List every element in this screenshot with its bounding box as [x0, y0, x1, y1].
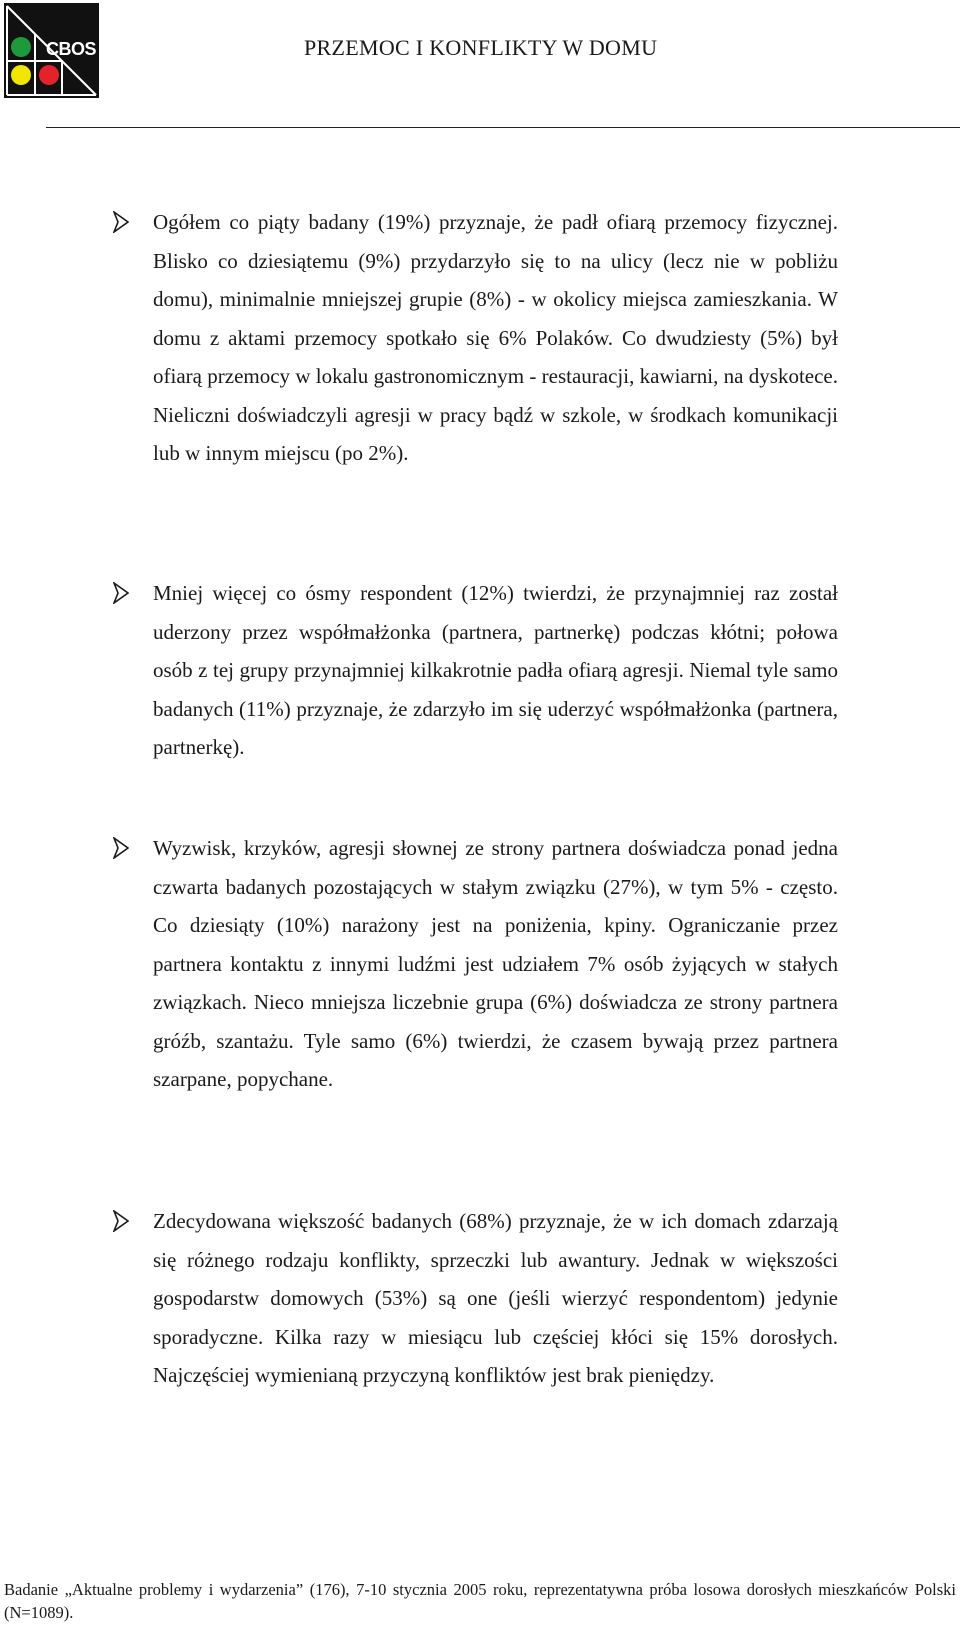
logo-text: CBOS — [46, 39, 97, 59]
arrow-bullet-icon — [113, 211, 129, 233]
bullet-text: Ogółem co piąty badany (19%) przyznaje, że padł ofiarą przemocy fizycznej. Blisko co dziesiątemu (9%) przydarzyło się to na ulicy (lecz nie w pobliżu domu), minimalnie mniejszej grupie (8%) - w okolicy miejsca zamieszkania. W domu z aktami przemocy spotkało się 6% Polaków. Co dwudziesty (5%) był ofiarą przemocy w lokalu gastronomicznym - restauracji, kawiarni, na dyskotece. Nieliczni doświadczyli agresji w pracy bądź w szkole, w środkach komunikacji lub w innym miejscu (po 2%). — [153, 210, 838, 465]
summary-bullet — [113, 829, 838, 1099]
summary-bullet — [113, 574, 838, 767]
page-title: PRZEMOC I KONFLIKTY W DOMU — [304, 35, 658, 60]
arrow-bullet-icon — [113, 582, 129, 604]
cbos-logo — [4, 3, 99, 98]
arrow-bullet-icon — [113, 837, 129, 859]
summary-bullet — [113, 203, 838, 473]
header-divider — [46, 127, 960, 128]
arrow-bullet-icon — [113, 1210, 129, 1232]
summary-bullet — [113, 1202, 838, 1395]
bullet-text: Zdecydowana większość badanych (68%) przyznaje, że w ich domach zdarzają się różnego rodzaju konflikty, sprzeczki lub awantury. Jednak w większości gospodarstw domowych (53%) są one (jeśli wierzyć respondentom) jedynie sporadyczne. Kilka razy w miesiącu lub częściej kłóci się 15% dorosłych. Najczęściej wymienianą przyczyną konfliktów jest brak pieniędzy. — [153, 1209, 838, 1387]
bullet-text: Mniej więcej co ósmy respondent (12%) twierdzi, że przynajmniej raz został uderzony przez współmałżonka (partnera, partnerkę) podczas kłótni; połowa osób z tej grupy przynajmniej kilkakrotnie padła ofiarą agresji. Niemal tyle samo badanych (11%) przyznaje, że zdarzyło im się uderzyć współmałżonka (partnera, partnerkę). — [153, 581, 838, 759]
footer-note: Badanie „Aktualne problemy i wydarzenia” (176), 7-10 stycznia 2005 roku, reprezentatywna próba losowa dorosłych mieszkańców Polski (N=1089). — [4, 1580, 956, 1622]
bullet-text: Wyzwisk, krzyków, agresji słownej ze strony partnera doświadcza ponad jedna czwarta badanych pozostających w stałym związku (27%), w tym 5% - często. Co dziesiąty (10%) narażony jest na poniżenia, kpiny. Ograniczanie przez partnera kontaktu z innymi ludźmi jest udziałem 7% osób żyjących w stałych związkach. Nieco mniejsza liczebnie grupa (6%) doświadcza ze strony partnera gróźb, szantażu. Tyle samo (6%) twierdzi, że czasem bywają przez partnera szarpane, popychane. — [153, 836, 838, 1091]
